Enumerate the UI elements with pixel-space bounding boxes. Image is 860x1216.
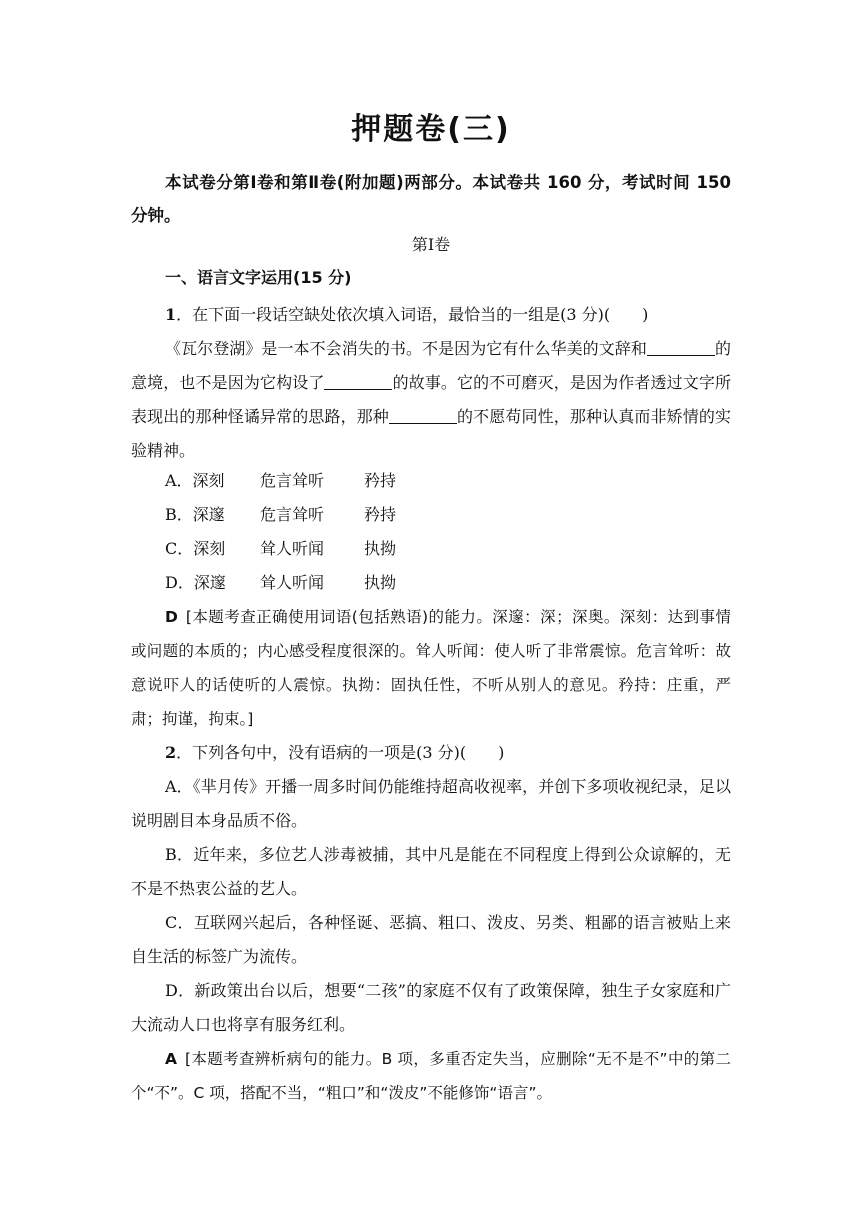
question-2-option-c: C．互联网兴起后，各种怪诞、恶搞、粗口、泼皮、另类、粗鄙的语言被贴上来自生活的标签广为流传。 (131, 913, 731, 966)
question-2-explanation: [本题考查辨析病句的能力。B 项，多重否定失当，应删除“无不是不”中的第二个“不”。C 项，搭配不当，“粗口”和“泼皮”不能修饰“语言”。 (131, 1050, 731, 1102)
question-1-option-b (165, 498, 731, 532)
question-1-option-c (165, 532, 731, 566)
page-title: 押题卷(三) (351, 112, 511, 147)
option-c-word2: 耸人听闻 (260, 539, 325, 558)
question-2-option-b: B．近年来，多位艺人涉毒被捕，其中凡是能在不同程度上得到公众谅解的，无不是不热衷公益的艺人。 (131, 845, 731, 898)
question-1-answer (131, 600, 731, 736)
option-a-word1: A．深刻 (165, 471, 225, 490)
blank-1 (647, 339, 715, 356)
passage-part-4: 的不愿苟同性，那种认真而非矫情的实验精神。 (131, 407, 731, 460)
question-2-number: 2 (165, 743, 177, 762)
question-1-option-a (165, 464, 731, 498)
question-2-answer (131, 1042, 731, 1110)
option-d-word3: 执拗 (364, 573, 397, 592)
passage-part-2: 的意境，也不是因为它构设了 (131, 339, 731, 392)
exam-intro: 本试卷分第Ⅰ卷和第Ⅱ卷(附加题)两部分。本试卷共 160 分，考试时间 150 分钟。 (131, 173, 731, 225)
option-c-word3: 执拗 (364, 539, 397, 558)
passage-part-1: 《瓦尔登湖》是一本不会消失的书。不是因为它有什么华美的文辞和 (165, 339, 647, 358)
question-1-number: 1 (165, 305, 177, 324)
option-d-word2: 耸人听闻 (260, 573, 325, 592)
question-2-stem (131, 736, 731, 770)
blank-2 (324, 373, 392, 390)
question-1-passage (131, 332, 731, 468)
option-d-word1: D．深邃 (165, 573, 226, 592)
question-1-explanation: [本题考查正确使用词语(包括熟语)的能力。深邃：深；深奥。深刻：达到事情或问题的本质的；内心感受程度很深的。耸人听闻：使人听了非常震惊。危言耸听：故意说吓人的话使听的人震惊。执拗：固执任性，不听从别人的意见。矜持：庄重，严肃；拘谨，拘束。] (131, 608, 731, 728)
question-2-option-d: D．新政策出台以后，想要“二孩”的家庭不仅有了政策保障，独生子女家庭和广大流动人口也将享有服务红利。 (131, 981, 731, 1034)
option-b-word3: 矜持 (364, 505, 397, 524)
option-b-word2: 危言耸听 (260, 505, 325, 524)
option-c-word1: C．深刻 (165, 539, 226, 558)
blank-3 (389, 407, 457, 424)
question-2-stem-text: ．下列各句中，没有语病的一项是(3 分)( ) (176, 743, 505, 762)
question-1-option-d (165, 566, 731, 600)
question-2-option-a: A．《芈月传》开播一周多时间仍能维持超高收视率，并创下多项收视纪录，足以说明剧目本身品质不俗。 (131, 777, 731, 830)
section-heading: 一、语言文字运用(15 分) (165, 268, 352, 287)
question-1-stem (131, 298, 731, 332)
question-1-stem-text: ．在下面一段话空缺处依次填入词语，最恰当的一组是(3 分)( ) (176, 305, 649, 324)
question-1-answer-key: D (165, 608, 178, 626)
option-a-word2: 危言耸听 (260, 471, 325, 490)
option-b-word1: B．深邃 (165, 505, 225, 524)
question-2-answer-key: A (165, 1050, 177, 1068)
passage-part-3: 的故事。它的不可磨灭，是因为作者透过文字所表现出的那种怪谲异常的思路，那种 (131, 373, 731, 426)
option-a-word3: 矜持 (364, 471, 397, 490)
volume-heading: 第Ⅰ卷 (411, 235, 451, 254)
